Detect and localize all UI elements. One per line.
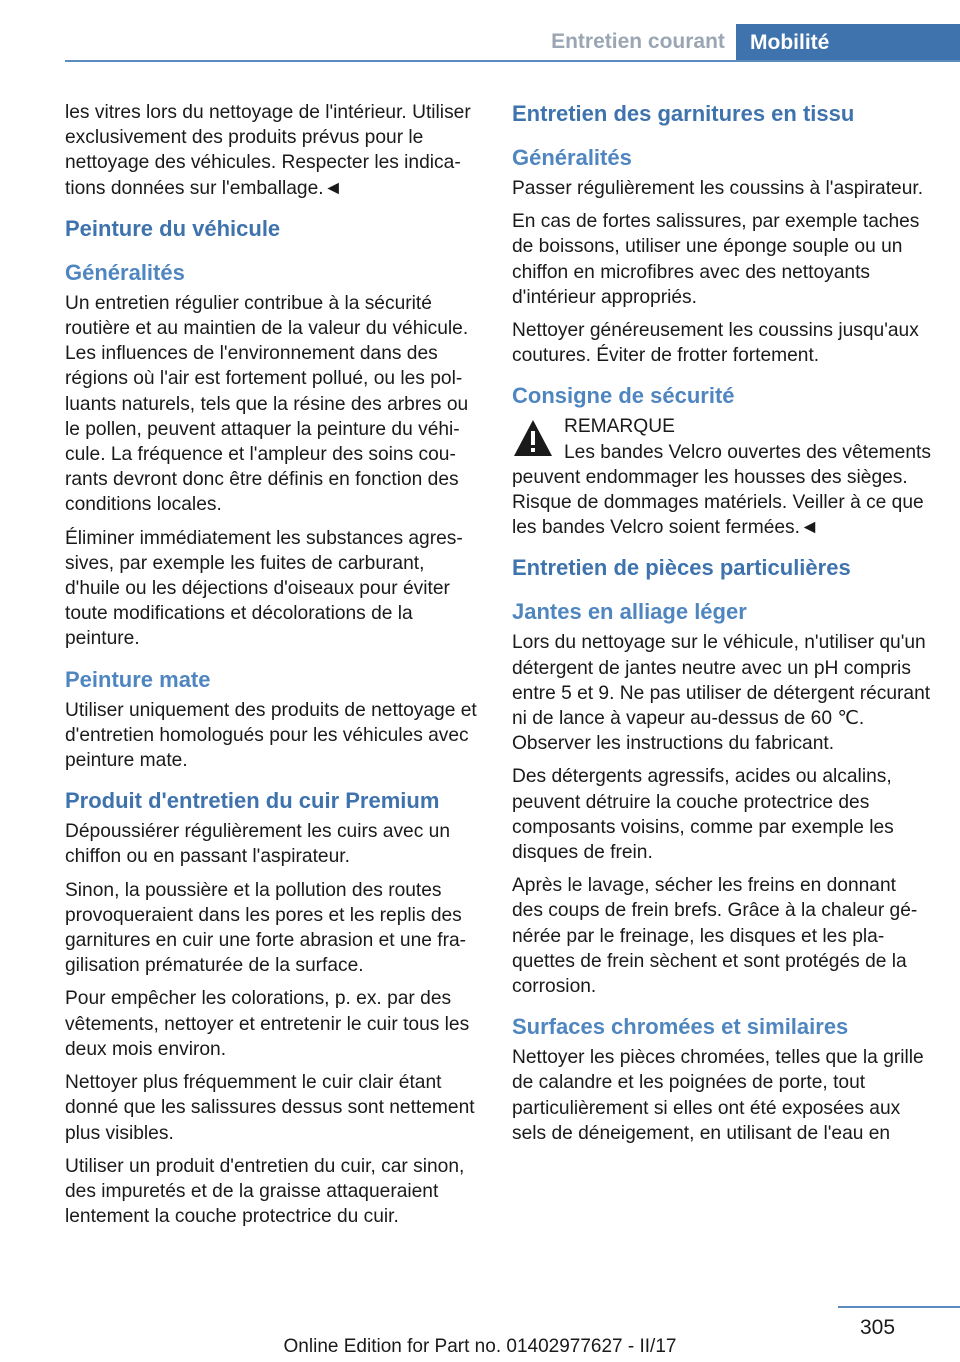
header-rule: [65, 60, 960, 62]
paragraph: Utiliser uniquement des produits de nettoyage et d'entretien homologués pour les véhicules avec peinture mate.: [65, 699, 477, 772]
paragraph: Nettoyer les pièces chromées, telles que la grille de calandre et les poignées de porte, tout particulièrement si elles ont été exposées aux sels de déneigement, en utilisant de l'eau en: [512, 1047, 924, 1144]
paragraph: Après le lavage, sécher les freins en donnant des coups de frein brefs. Grâce à la chaleur générée par le freinage, les disques et les plaquettes de frein sèchent et sont protégés de la corrosion.: [512, 875, 918, 998]
heading-garnitures-tissu: Entretien des garnitures en tissu: [512, 101, 855, 126]
subheading-surfaces-chromees: Surfaces chromées et similaires: [512, 1014, 849, 1040]
paragraph: Un entretien régulier contribue à la sécurité routière et au maintien de la valeur du véhicule. Les influences de l'environnement dans des régions où l'air est fortement pollué, ou les polluants naturels, tels que la résine des arbres ou le pollen, peuvent attaquer la peinture du véhicule. La fréquence et l'ampleur des soins courants devront donc être définis en fonction des conditions locales.: [65, 292, 469, 516]
right-column: [512, 100, 932, 1154]
subheading-jantes-alliage: Jantes en alliage léger: [512, 599, 747, 625]
paragraph: Utiliser un produit d'entretien du cuir, car sinon, des impuretés et de la graisse attaqueraient lentement la couche protectrice du cuir.: [65, 1155, 465, 1228]
paragraph: En cas de fortes salissures, par exemple taches de boissons, utiliser une éponge souple ou un chiffon en microfibres avec des nettoyants d'intérieur appropriés.: [512, 211, 920, 308]
subheading-generalites: Généralités: [512, 145, 632, 170]
warning-notice: [512, 414, 932, 540]
subheading-consigne-securite: Consigne de sécurité: [512, 383, 735, 409]
paragraph: Des détergents agressifs, acides ou alcalins, peuvent détruire la couche protectrice des composants voisins, comme par exemple les disques de frein.: [512, 766, 894, 864]
chapter-tab-mobilite[interactable]: Mobilité: [736, 24, 960, 62]
subheading-peinture-mate: Peinture mate: [65, 666, 211, 692]
page-number: 305: [860, 1316, 896, 1339]
paragraph: Dépoussiérer régulièrement les cuirs avec un chiffon ou en passant l'aspirateur.: [65, 821, 450, 868]
paragraph: Nettoyer plus fréquemment le cuir clair étant donné que les salissures dessus sont nettement plus visibles.: [65, 1072, 475, 1144]
heading-pieces-particulieres: Entretien de pièces particulières: [512, 555, 851, 581]
section-tab-entretien[interactable]: Entretien courant: [551, 30, 725, 53]
warning-label: REMARQUE: [564, 416, 675, 438]
warning-text: Les bandes Velcro ouvertes des vêtements peuvent endommager les housses des sièges. Risque de dommages matériels. Veiller à ce que les bandes Velcro soient fermées.◄: [512, 441, 931, 539]
paragraph: Pour empêcher les colorations, p. ex. par des vêtements, nettoyer et entretenir le cuir tous les deux mois environ.: [65, 988, 470, 1060]
heading-produit-cuir: Produit d'entretien du cuir Premium: [65, 788, 440, 814]
paragraph: Lors du nettoyage sur le véhicule, n'utiliser qu'un détergent de jantes neutre avec un pH compris entre 5 et 9. Ne pas utiliser de détergent récurant ni de lance à vapeur au-dessus de 60 ℃. Observer les instructions du fabricant.: [512, 632, 931, 755]
paragraph: Passer régulièrement les coussins à l'aspirateur.: [512, 178, 924, 199]
paragraph: Éliminer immédiatement les substances agressives, par exemple les fuites de carburant, d'huile ou les déjections d'oiseaux pour éviter toute modifications et décolorations de la peinture.: [65, 527, 463, 650]
left-column: [65, 100, 479, 1237]
paragraph: Sinon, la poussière et la pollution des routes provoqueraient dans les pores et les replis des garnitures en cuir une forte abrasion et une fragilisation prématurée de la surface.: [65, 879, 467, 977]
paragraph: Nettoyer généreusement les coussins jusqu'aux coutures. Éviter de frotter fortement.: [512, 320, 919, 367]
warning-triangle-icon: [512, 418, 554, 458]
heading-peinture-vehicule: Peinture du véhicule: [65, 215, 281, 241]
footer-rule: [838, 1306, 960, 1308]
intro-paragraph: les vitres lors du nettoyage de l'intérieur. Utiliser exclusivement des produits prévus pour le nettoyage des véhicules. Respecter les indications données sur l'emballage.◄: [65, 102, 471, 199]
page-header: [0, 0, 960, 62]
edition-footer: Online Edition for Part no. 01402977627 - II/17: [283, 1336, 677, 1357]
subheading-generalites: Généralités: [65, 259, 185, 285]
